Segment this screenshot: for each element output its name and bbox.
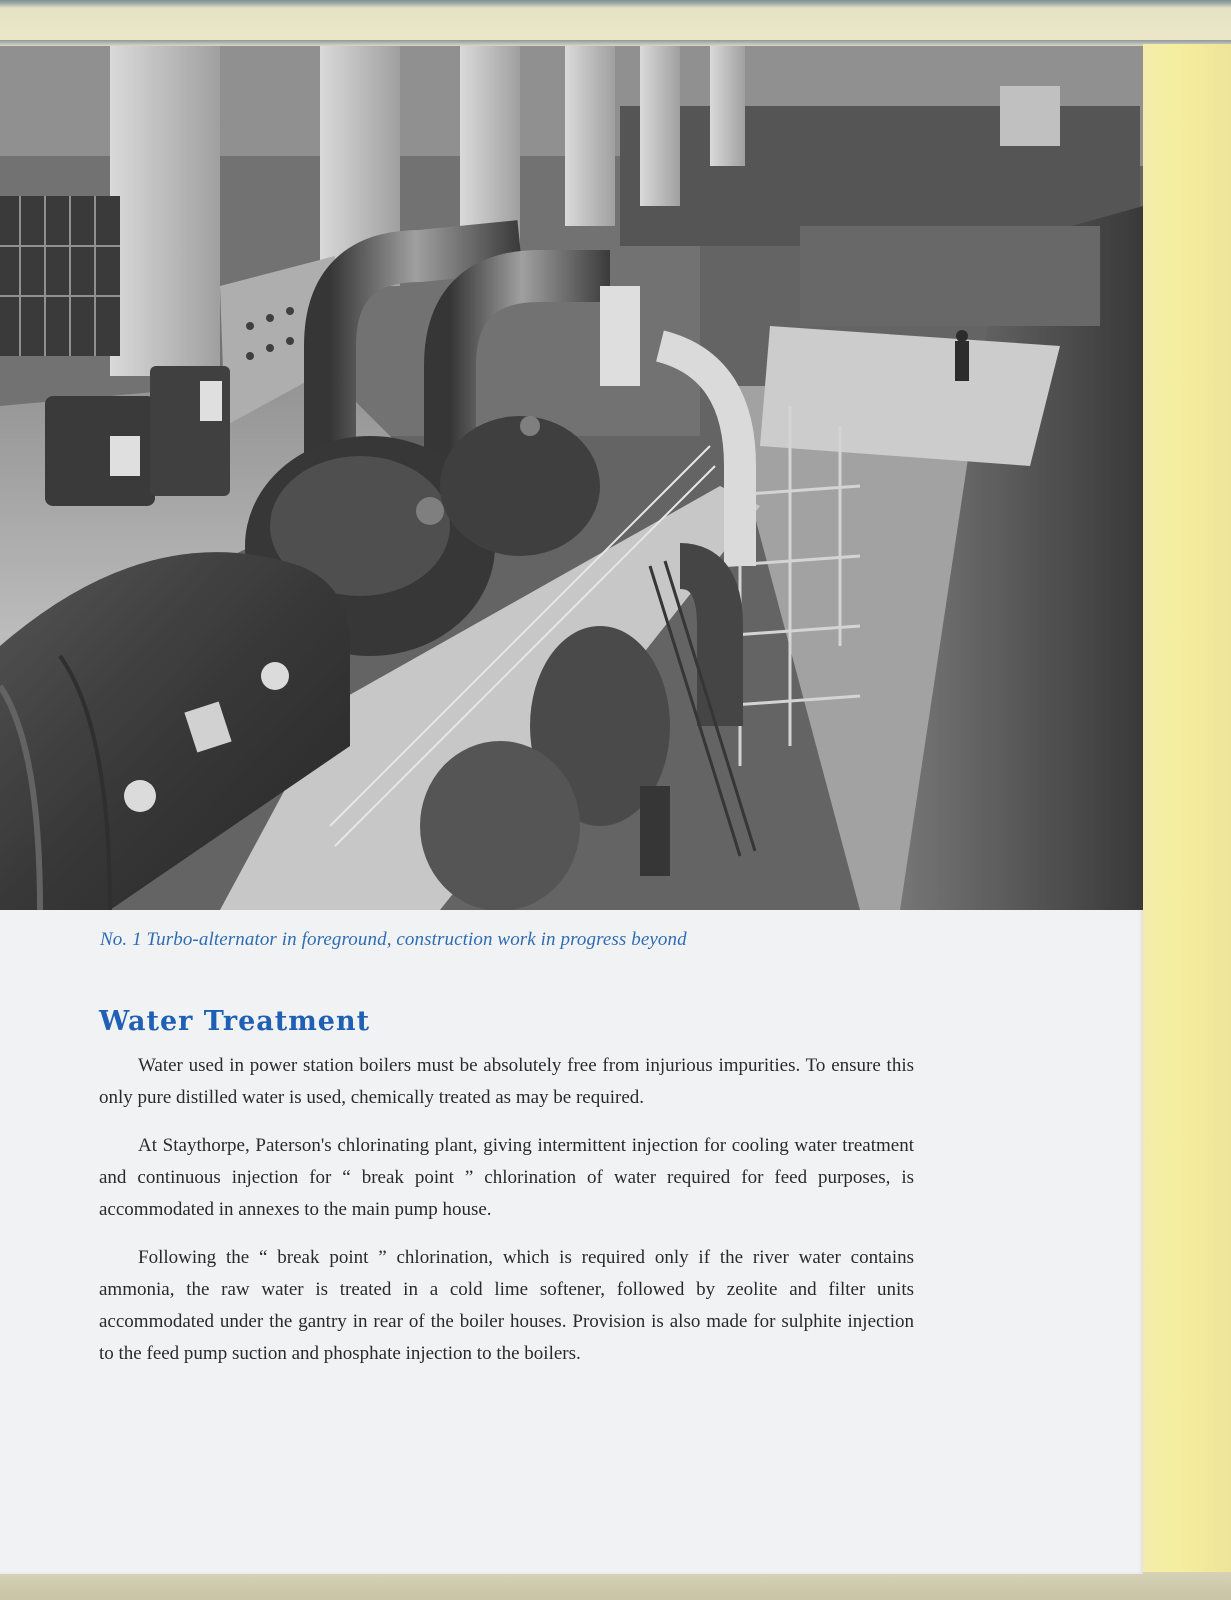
paragraph: Following the “ break point ” chlorination, which is required only if the river water contains ammonia, the raw water is treated in a cold lime softener, followed by zeolite and filter units accommodated under the gantry in rear of the boiler houses. Provision is also made for sulphite injection to the feed pump suction and phosphate injection to the boilers.	[99, 1247, 914, 1364]
photo-illustration	[0, 46, 1143, 910]
bottom-page-edge	[0, 1572, 1231, 1600]
paragraph: Water used in power station boilers must be absolutely free from injurious impurities. To ensure this only pure distilled water is used, chemically treated as may be required.	[99, 1055, 914, 1108]
paragraph: At Staythorpe, Paterson's chlorinating plant, giving intermittent injection for cooling water treatment and continuous injection for “ break point ” chlorination of water required for feed purposes, is accommodated in annexes to the main pump house.	[99, 1135, 914, 1220]
turbo-alternator-photo	[0, 46, 1143, 910]
section-body	[99, 1050, 914, 1386]
yellow-page-edge	[1143, 44, 1231, 1574]
section-heading: Water Treatment	[99, 1006, 371, 1037]
photo-caption: No. 1 Turbo-alternator in foreground, construction work in progress beyond	[100, 929, 687, 950]
document-page	[0, 46, 1143, 1574]
